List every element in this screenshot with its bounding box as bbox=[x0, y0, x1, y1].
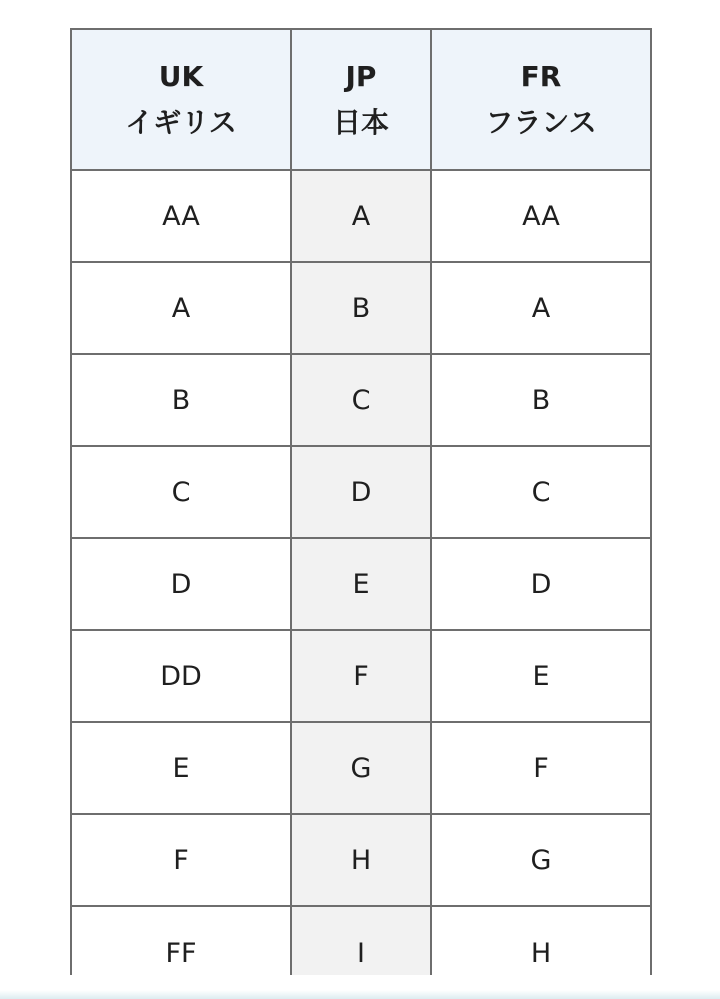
header-uk-name: イギリス bbox=[125, 105, 237, 139]
table-row bbox=[71, 630, 651, 722]
bottom-fade bbox=[0, 990, 720, 999]
cell-uk: D bbox=[71, 538, 291, 630]
cell-uk: A bbox=[71, 262, 291, 354]
cell-fr: C bbox=[431, 446, 651, 538]
cell-jp: E bbox=[291, 538, 431, 630]
cell-fr: B bbox=[431, 354, 651, 446]
header-jp-name: 日本 bbox=[332, 105, 389, 139]
table-row bbox=[71, 262, 651, 354]
cell-uk: F bbox=[71, 814, 291, 906]
cell-jp: D bbox=[291, 446, 431, 538]
table-row bbox=[71, 446, 651, 538]
table-row bbox=[71, 354, 651, 446]
size-conversion-table bbox=[70, 28, 652, 975]
cell-fr: H bbox=[431, 906, 651, 975]
table-row bbox=[71, 814, 651, 906]
cell-uk: C bbox=[71, 446, 291, 538]
cell-uk: FF bbox=[71, 906, 291, 975]
cell-uk: E bbox=[71, 722, 291, 814]
header-row bbox=[71, 29, 651, 170]
cell-jp: B bbox=[291, 262, 431, 354]
cell-jp: A bbox=[291, 170, 431, 262]
header-jp bbox=[291, 29, 431, 170]
cell-jp: H bbox=[291, 814, 431, 906]
cell-fr: AA bbox=[431, 170, 651, 262]
header-jp-code: JP bbox=[345, 59, 377, 93]
header-uk-code: UK bbox=[158, 59, 204, 93]
cell-jp: F bbox=[291, 630, 431, 722]
cell-fr: D bbox=[431, 538, 651, 630]
cell-fr: E bbox=[431, 630, 651, 722]
cell-uk: DD bbox=[71, 630, 291, 722]
table-row bbox=[71, 906, 651, 975]
cell-fr: G bbox=[431, 814, 651, 906]
cell-fr: A bbox=[431, 262, 651, 354]
cell-fr: F bbox=[431, 722, 651, 814]
header-fr-name: フランス bbox=[485, 105, 597, 139]
cell-jp: C bbox=[291, 354, 431, 446]
header-uk bbox=[71, 29, 291, 170]
cell-jp: I bbox=[291, 906, 431, 975]
table-row bbox=[71, 538, 651, 630]
header-fr-code: FR bbox=[520, 59, 562, 93]
table-row bbox=[71, 722, 651, 814]
table-row bbox=[71, 170, 651, 262]
cell-uk: AA bbox=[71, 170, 291, 262]
header-fr bbox=[431, 29, 651, 170]
cell-jp: G bbox=[291, 722, 431, 814]
cell-uk: B bbox=[71, 354, 291, 446]
